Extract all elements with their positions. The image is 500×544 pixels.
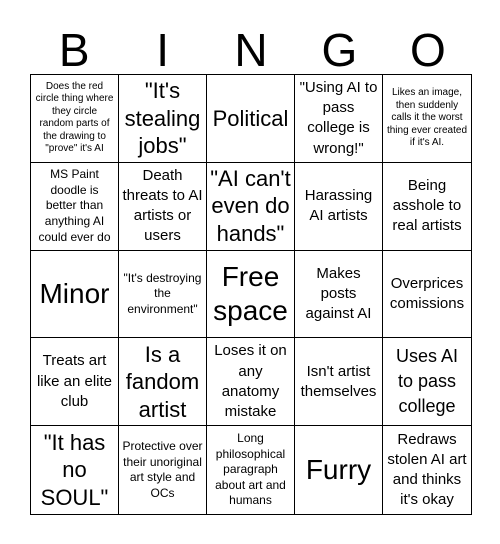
- bingo-cell[interactable]: Redraws stolen AI art and thinks it's okay: [387, 430, 467, 509]
- bingo-cell[interactable]: Political: [207, 75, 295, 163]
- header-letter-g: G: [321, 24, 358, 76]
- header-letter-b: B: [58, 24, 90, 76]
- bingo-cell[interactable]: Death threats to AI artists or users: [119, 163, 207, 251]
- bingo-cell[interactable]: Long philosophical paragraph about art and humans: [207, 426, 295, 514]
- bingo-cell[interactable]: MS Paint doodle is better than anything AI could ever do: [31, 163, 119, 251]
- bingo-cell[interactable]: Likes an image, then suddenly calls it the worst thing ever created if it's AI.: [383, 75, 471, 163]
- bingo-cell[interactable]: Isn't artist themselves: [295, 338, 383, 426]
- header-letter-n: N: [234, 24, 268, 76]
- bingo-cell[interactable]: Makes posts against AI: [295, 251, 383, 339]
- bingo-cell[interactable]: Furry: [295, 426, 383, 514]
- bingo-cell[interactable]: Is a fandom artist: [119, 338, 207, 426]
- bingo-cell[interactable]: Being asshole to real artists: [383, 163, 471, 251]
- bingo-cell[interactable]: "Using AI to pass college is wrong!": [295, 75, 383, 163]
- header-letter-o: O: [409, 24, 446, 76]
- bingo-cell[interactable]: Uses AI to pass college: [383, 338, 471, 426]
- bingo-cell[interactable]: Treats art like an elite club: [31, 338, 119, 426]
- bingo-cell[interactable]: "It's stealing jobs": [119, 75, 207, 163]
- bingo-cell[interactable]: "AI can't even do hands": [207, 163, 295, 251]
- bingo-header: [30, 18, 472, 74]
- bingo-cell[interactable]: Harassing AI artists: [295, 163, 383, 251]
- bingo-cell[interactable]: "It has no SOUL": [31, 426, 119, 514]
- free-space-cell[interactable]: Free space: [207, 251, 295, 339]
- header-letter-i: I: [156, 24, 169, 76]
- bingo-grid: [30, 74, 472, 515]
- bingo-cell[interactable]: Loses it on any anatomy mistake: [207, 338, 295, 426]
- bingo-cell[interactable]: Does the red circle thing where they circle random parts of the drawing to "prove" it's AI: [31, 75, 119, 163]
- bingo-cell[interactable]: "It's destroying the environment": [119, 251, 207, 339]
- bingo-cell[interactable]: Overprices comissions: [383, 251, 471, 339]
- bingo-cell[interactable]: Minor: [31, 251, 119, 339]
- bingo-cell[interactable]: Protective over their unoriginal art style and OCs: [119, 426, 207, 514]
